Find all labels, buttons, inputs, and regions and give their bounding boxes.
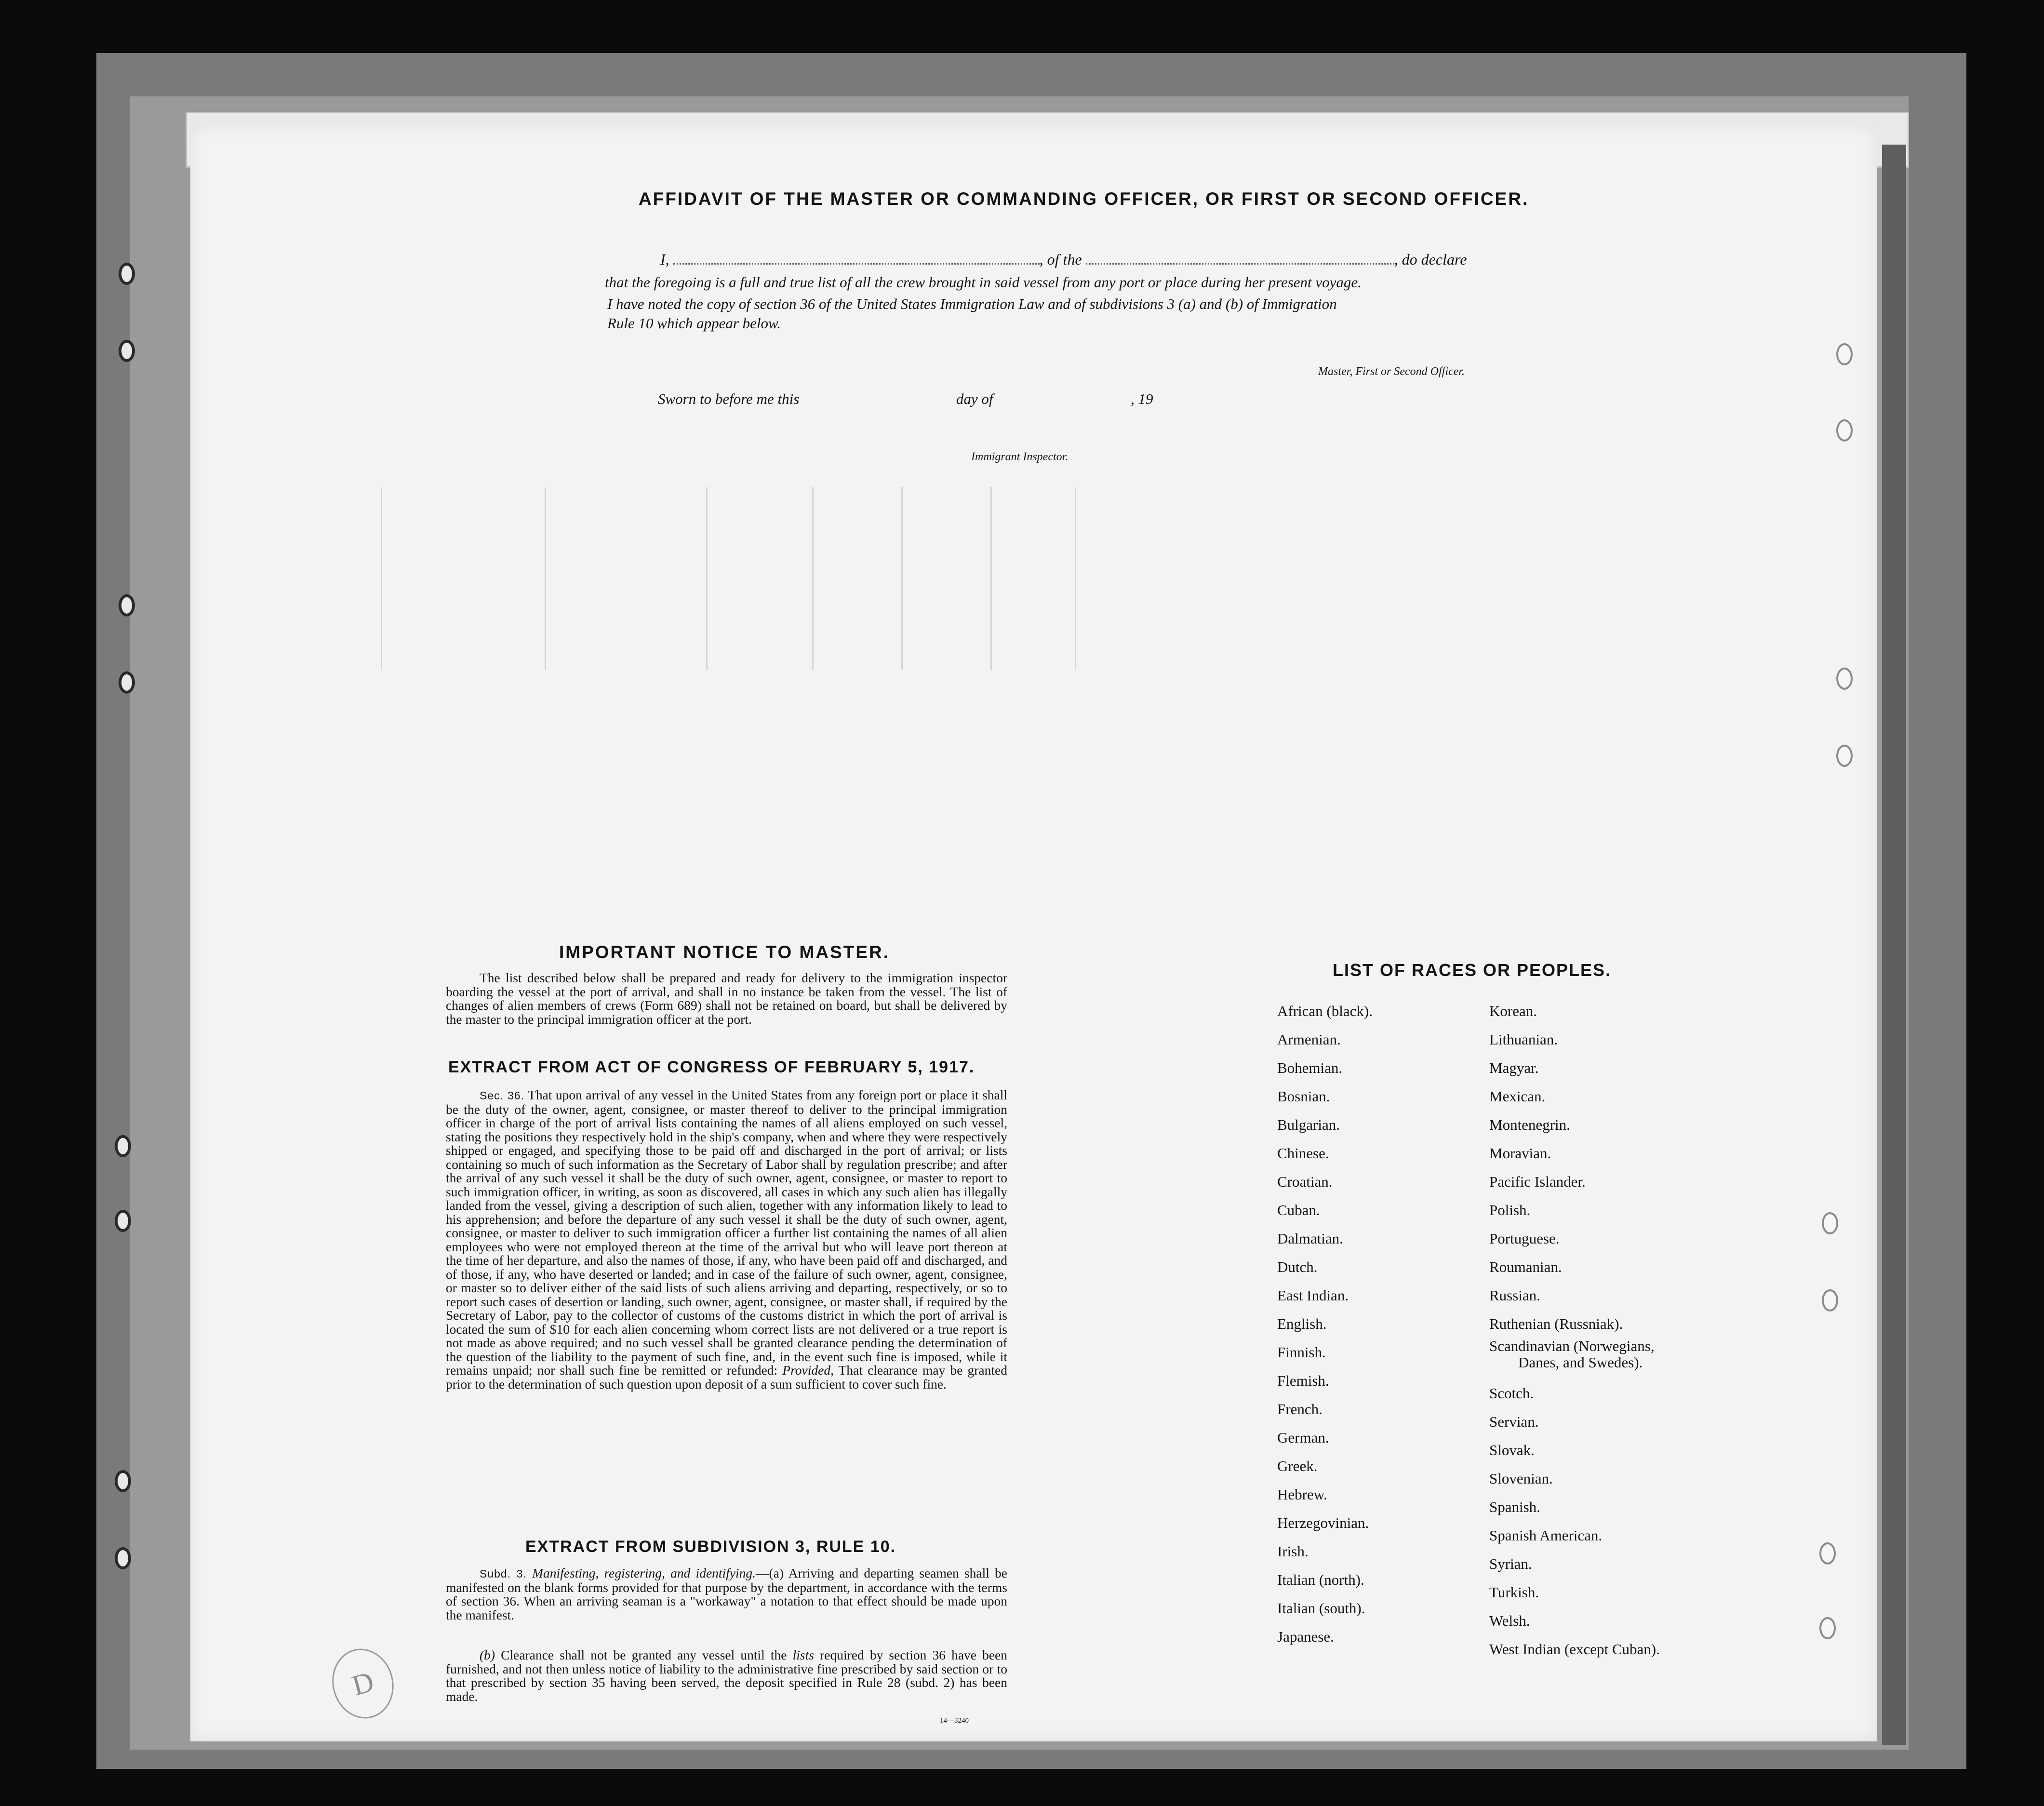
punch-hole (1836, 745, 1853, 767)
name-blank (673, 263, 1040, 265)
page-edge (1882, 145, 1906, 1745)
act-text-end: That clearance may be granted prior to the determination of such question upon deposit of a sum sufficient to cover such fine. (446, 1363, 1007, 1391)
affidavit-line-4: Rule 10 which appear below. (607, 315, 781, 332)
race-item: Montenegrin. (1489, 1116, 1570, 1133)
race-item: Japanese. (1277, 1628, 1334, 1645)
race-item: Moravian. (1489, 1145, 1551, 1162)
affidavit-title: AFFIDAVIT OF THE MASTER OR COMMANDING OFFICER, OR FIRST OR SECOND OFFICER. (639, 189, 1529, 209)
form-number: 14—3240 (940, 1717, 969, 1725)
race-item-line: Scandinavian (Norwegians, (1489, 1338, 1655, 1354)
bleed-through-line (1075, 487, 1076, 670)
race-item: Irish. (1277, 1543, 1309, 1560)
act-text: That upon arrival of any vessel in the United States from any foreign port or place it shall be the duty of the owner, agent, consignee, or master thereof to deliver to the principal immigration officer in charge of the port of arrival lists containing the names of all aliens employed on such vessel, stating the positions they respectively hold in the ship's company, when and where they were respectively shipped or engaged, and specifying those to be paid off and discharged in the port of arrival; or lists containing so much of such information as the Secretary of Labor shall by regulation prescribe; and after the arrival of any such vessel it shall be the duty of such owner, agent, consignee, or master to report to such immigration officer, in writing, as soon as discovered, all cases in which any such alien has illegally landed from the vessel, giving a description of such alien, together with any information likely to lead to his apprehension; and before the departure of any such vessel it shall be the duty of such owner, agent, consignee, or master to deliver to such immigration officer a further list containing the names of all alien employees who were not employed thereon at the time of the arrival but who will leave port thereon at the time of her departure, and also the names of those, if any, who have been paid off and discharged, and of those, if any, who have deserted or landed; and in case of the failure of such owner, agent, consignee, or master so to deliver either of the said lists of such aliens arriving and departing, respectively, or so to report such cases of desertion or landing, such owner, agent, consignee, or master shall, if required by the Secretary of Labor, pay to the collector of customs of the customs district in which the port of arrival is located the sum of $10 for each alien concerning whom correct lists are not delivered or a true report is not made as above required; and no such vessel shall be granted clearance pending the determination of the question of the liability to the payment of such fine, and, in the event such fine is imposed, while it remains unpaid; nor shall such fine be remitted or refunded: (446, 1087, 1008, 1378)
race-item: Russian. (1489, 1287, 1540, 1304)
punch-hole (1836, 668, 1853, 690)
race-item: Cuban. (1277, 1202, 1320, 1218)
race-item: Servian. (1489, 1413, 1539, 1430)
para-b-text-2: required by section 36 have been furnished, and not then unless notice of liability to the administrative fine prescribed by said section or to that prescribed by section 35 having been served, the deposit specified in Rule 28 (subd. 2) has been made. (446, 1647, 1008, 1704)
punch-hole (1822, 1289, 1838, 1311)
day-of-text: day of (956, 390, 993, 407)
race-item: Dutch. (1277, 1258, 1318, 1275)
race-item: Korean. (1489, 1003, 1537, 1019)
punch-hole (1819, 1542, 1836, 1565)
race-item: Slovak. (1489, 1442, 1535, 1458)
race-item: Bosnian. (1277, 1088, 1330, 1105)
punch-hole (119, 594, 135, 616)
race-item: Turkish. (1489, 1584, 1539, 1601)
affidavit-line-3: I have noted the copy of section 36 of the United States Immigration Law and of subdivisions 3 (a) and (b) of Immigration (607, 295, 1337, 312)
race-item: Bohemian. (1277, 1059, 1343, 1076)
race-item: Hebrew. (1277, 1486, 1327, 1503)
race-item: Armenian. (1277, 1031, 1341, 1048)
bleed-through-line (545, 487, 546, 670)
race-item: Dalmatian. (1277, 1230, 1343, 1247)
punch-hole (115, 1135, 131, 1157)
race-item: Croatian. (1277, 1173, 1333, 1190)
para-b-label: (b) (480, 1647, 495, 1662)
punch-hole (1819, 1617, 1836, 1639)
affidavit-i: I, (660, 251, 669, 268)
race-item: African (black). (1277, 1003, 1373, 1019)
race-item: Italian (north). (1277, 1571, 1364, 1588)
punch-hole (1836, 343, 1853, 365)
declare-text: , do declare (1394, 251, 1467, 268)
punch-hole (1822, 1212, 1838, 1234)
race-item: German. (1277, 1429, 1329, 1446)
race-item: Chinese. (1277, 1145, 1329, 1162)
bleed-through-line (381, 487, 382, 670)
punch-hole (115, 1210, 131, 1232)
notice-body: The list described below shall be prepared and ready for delivery to the immigration inspector boarding the vessel at the port of arrival, and shall in no instance be taken from the vessel. The list of changes of alien members of crews (Form 689) shall not be retained on board, but shall be delivered by the master to the principal immigration officer at the port. (446, 970, 1007, 1027)
bleed-through-line (990, 487, 992, 670)
rule-para-b (446, 1648, 1007, 1703)
punch-hole (115, 1547, 131, 1569)
race-item: Herzegovinian. (1277, 1514, 1369, 1531)
race-item: Spanish American. (1489, 1527, 1603, 1544)
punch-hole (119, 263, 135, 285)
bleed-through-line (812, 487, 814, 670)
bleed-through-line (706, 487, 708, 670)
race-item: Welsh. (1489, 1612, 1530, 1629)
races-left-column (1277, 997, 1480, 1651)
sec-label: Sec. 36. (480, 1089, 525, 1102)
race-item: Roumanian. (1489, 1258, 1562, 1275)
act-body (446, 1088, 1007, 1391)
vessel-blank (1086, 263, 1394, 265)
subd-heading: Manifesting, registering, and identifying. (532, 1565, 756, 1580)
race-item-line: Danes, and Swedes). (1518, 1354, 1643, 1371)
para-b-lists: lists (792, 1647, 814, 1662)
race-item: Magyar. (1489, 1059, 1539, 1076)
race-item: Greek. (1277, 1458, 1318, 1474)
para-b-text-1: Clearance shall not be granted any vessel until the (501, 1647, 787, 1662)
bleed-through-line (901, 487, 903, 670)
races-title: LIST OF RACES OR PEOPLES. (1333, 960, 1612, 980)
subd-label: Subd. 3. (480, 1567, 527, 1580)
race-item: Polish. (1489, 1202, 1531, 1218)
rule-para-a (446, 1566, 1007, 1622)
race-item: Syrian. (1489, 1555, 1532, 1572)
punch-hole (1836, 419, 1853, 441)
affidavit-line-2: that the foregoing is a full and true list of all the crew brought in said vessel from any port or place during her present voyage. (605, 274, 1362, 291)
sworn-line (658, 390, 1153, 408)
race-item: Portuguese. (1489, 1230, 1560, 1247)
sworn-text: Sworn to before me this (658, 390, 800, 407)
race-item: Italian (south). (1277, 1600, 1365, 1617)
of-the-text: , of the (1039, 251, 1082, 268)
notice-title: IMPORTANT NOTICE TO MASTER. (559, 942, 890, 962)
race-item: Spanish. (1489, 1498, 1540, 1515)
races-right-column (1489, 997, 1740, 1663)
punch-hole (119, 340, 135, 362)
punch-hole (119, 671, 135, 694)
para-a-text: —(a) Arriving and departing seamen shall be manifested on the blank forms provided for that purpose by the department, in accordance with the terms of section 36. When an arriving seaman is a "workaway" a notation to that effect should be made upon the manifest. (446, 1565, 1007, 1622)
punch-hole (115, 1470, 131, 1492)
race-item: English. (1277, 1315, 1327, 1332)
rule-title: EXTRACT FROM SUBDIVISION 3, RULE 10. (525, 1538, 896, 1556)
affidavit-line-1 (660, 251, 1467, 268)
race-item: Pacific Islander. (1489, 1173, 1586, 1190)
stamp-letter: D (348, 1665, 377, 1702)
provided-text: Provided, (782, 1363, 834, 1378)
act-title: EXTRACT FROM ACT OF CONGRESS OF FEBRUARY 5, 1917. (448, 1058, 975, 1076)
race-item-scandinavian (1489, 1338, 1740, 1379)
race-item: French. (1277, 1401, 1323, 1418)
signature-label: Master, First or Second Officer. (1318, 365, 1465, 378)
race-item: Flemish. (1277, 1372, 1329, 1389)
race-item: Finnish. (1277, 1344, 1326, 1361)
race-item: Scotch. (1489, 1385, 1534, 1402)
race-item: East Indian. (1277, 1287, 1349, 1304)
inspector-label: Immigrant Inspector. (971, 451, 1069, 463)
race-item: Lithuanian. (1489, 1031, 1558, 1048)
race-item: Ruthenian (Russniak). (1489, 1315, 1623, 1332)
year-text: , 19 (1130, 390, 1153, 407)
race-item: Bulgarian. (1277, 1116, 1340, 1133)
race-item: West Indian (except Cuban). (1489, 1641, 1660, 1658)
race-item: Mexican. (1489, 1088, 1546, 1105)
race-item: Slovenian. (1489, 1470, 1553, 1487)
